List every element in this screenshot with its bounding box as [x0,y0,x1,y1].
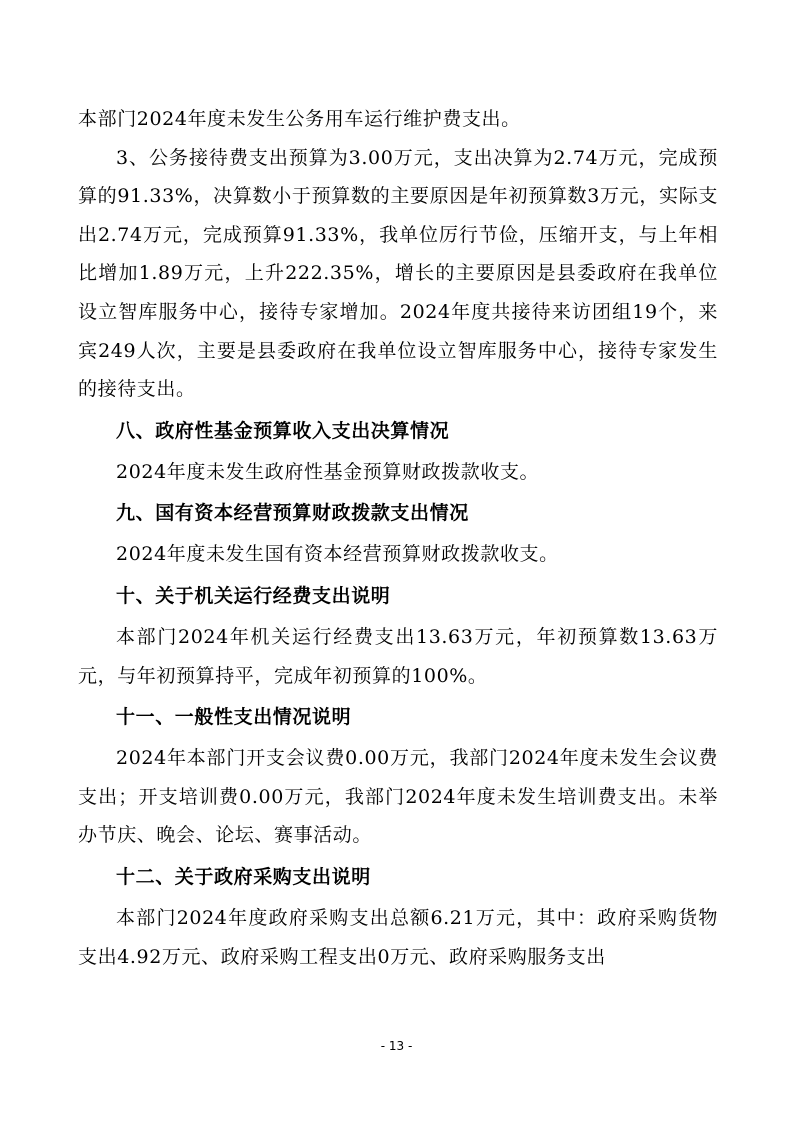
page-number: - 13 - [380,1039,413,1053]
paragraph-government-fund: 2024年度未发生政府性基金预算财政拨款收支。 [116,460,540,483]
heading-section-10: 十、关于机关运行经费支出说明 [116,584,391,607]
heading-section-12: 十二、关于政府采购支出说明 [116,865,371,888]
paragraph-vehicle-maintenance: 本部门2024年度未发生公务用车运行维护费支出。 [78,108,521,130]
paragraph-procurement: 本部门2024年度政府采购支出总额6.21万元，其中：政府采购货物支出4.92万元、政府采购工程支出0万元、政府采购服务支出 [78,906,718,968]
heading-section-8: 八、政府性基金预算收入支出决算情况 [116,419,450,442]
document-body [78,100,718,976]
paragraph-operating-expense: 本部门2024年机关运行经费支出13.63万元，年初预算数13.63万元，与年初预算持平，完成年初预算的100%。 [78,625,718,687]
paragraph-general-expense: 2024年本部门开支会议费0.00万元，我部门2024年度未发生会议费支出；开支培训费0.00万元，我部门2024年度未发生培训费支出。未举办节庆、晚会、论坛、赛事活动。 [78,747,718,847]
paragraph-state-capital: 2024年度未发生国有资本经营预算财政拨款收支。 [116,543,559,566]
heading-section-11: 十一、一般性支出情况说明 [116,706,352,729]
heading-section-9: 九、国有资本经营预算财政拨款支出情况 [116,502,469,525]
paragraph-reception-expense: 3、公务接待费支出预算为3.00万元，支出决算为2.74万元，完成预算的91.33%，决算数小于预算数的主要原因是年初预算数3万元，实际支出2.74万元，完成预算91.33%，我单位厉行节俭，压缩开支，与上年相比增加1.89万元，上升222.35%，增长的主要原因是县委政府在我单位设立智库服务中心，接待专家增加。2024年度共接待来访团组19个，来宾249人次，主要是县委政府在我单位设立智库服务中心，接待专家发生的接待支出。 [78,146,718,401]
